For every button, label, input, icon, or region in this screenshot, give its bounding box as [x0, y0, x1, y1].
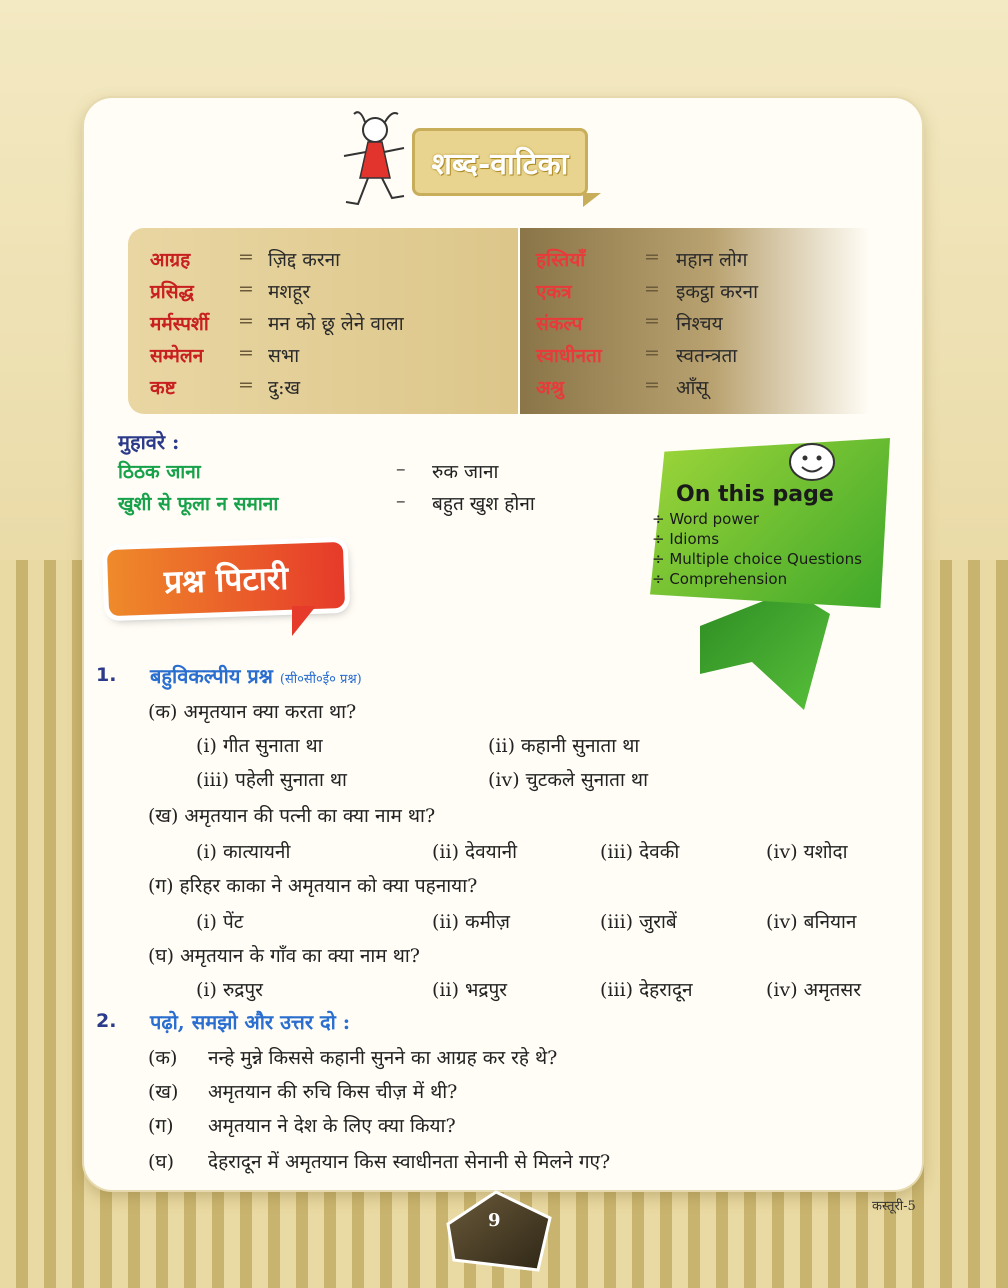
- page-number-shape: [446, 1190, 556, 1274]
- vocab-meaning: इकट्ठा करना: [676, 281, 759, 303]
- idioms-heading: मुहावरे :: [118, 430, 180, 454]
- question-number: 2.: [96, 1010, 117, 1032]
- vocab-term: सम्मेलन: [150, 345, 204, 367]
- question-heading: [150, 662, 362, 689]
- vocab-meaning: स्वतन्त्रता: [676, 345, 738, 367]
- vocab-meaning: आँसू: [676, 377, 709, 399]
- idiom-meaning: रुक जाना: [432, 461, 499, 483]
- option: (iv) यशोदा: [766, 841, 848, 863]
- idiom-dash: –: [396, 458, 406, 480]
- vocab-meaning: दु:ख: [268, 377, 301, 399]
- option: (iii) देहरादून: [600, 979, 693, 1001]
- vocab-meaning: निश्चय: [676, 313, 723, 335]
- idiom-meaning: बहुत खुश होना: [432, 493, 535, 515]
- question-number: 1.: [96, 664, 117, 686]
- vocab-term: स्वाधीनता: [536, 345, 602, 367]
- option: (ii) देवयानी: [432, 841, 518, 863]
- question-item-label: (ग): [148, 1115, 174, 1137]
- vocab-equals: =: [644, 246, 660, 268]
- prashn-pitari-tail: [292, 606, 316, 636]
- on-this-page-item: ÷ Multiple choice Questions: [652, 550, 862, 568]
- question-item-label: (घ): [148, 1151, 175, 1173]
- question-part: (ख) अमृतयान की पत्नी का क्या नाम था?: [148, 805, 436, 827]
- on-this-page-item: ÷ Word power: [652, 510, 760, 528]
- question-heading-sub: (सी०सी०ई० प्रश्न): [279, 672, 362, 687]
- vocab-equals: =: [238, 246, 254, 268]
- vocab-equals: =: [644, 342, 660, 364]
- question-heading: पढ़ो, समझो और उत्तर दो :: [150, 1010, 351, 1034]
- question-item-text: अमृतयान की रुचि किस चीज़ में थी?: [208, 1081, 458, 1103]
- option: (iv) चुटकले सुनाता था: [488, 769, 648, 791]
- option: (i) रुद्रपुर: [196, 979, 263, 1001]
- vocab-meaning: ज़िद्द करना: [268, 249, 341, 271]
- vocab-equals: =: [644, 374, 660, 396]
- option: (iv) बनियान: [766, 911, 857, 933]
- on-this-page-item: ÷ Idioms: [652, 530, 720, 548]
- option: (ii) कमीज़: [432, 911, 510, 933]
- vocab-meaning: मशहूर: [268, 281, 311, 303]
- option: (i) कात्यायनी: [196, 841, 291, 863]
- question-item-text: नन्हे मुन्ने किससे कहानी सुनने का आग्रह कर रहे थे?: [208, 1047, 558, 1069]
- vocab-term: हस्तियाँ: [536, 249, 586, 271]
- vocab-meaning: सभा: [268, 345, 300, 367]
- title-badge: शब्द-वाटिका: [412, 128, 588, 196]
- smiley-face-icon: [784, 440, 840, 484]
- vocab-meaning: महान लोग: [676, 249, 748, 271]
- vocab-equals: =: [238, 310, 254, 332]
- question-item-label: (ख): [148, 1081, 179, 1103]
- book-label: कस्तूरी-5: [872, 1199, 916, 1214]
- option: (i) गीत सुनाता था: [196, 735, 323, 757]
- vocab-equals: =: [238, 374, 254, 396]
- vocab-equals: =: [644, 278, 660, 300]
- option: (iii) देवकी: [600, 841, 680, 863]
- idiom-term: ठिठक जाना: [118, 461, 201, 483]
- question-part: (ग) हरिहर काका ने अमृतयान को क्या पहनाया?: [148, 875, 478, 897]
- question-item-text: अमृतयान ने देश के लिए क्या किया?: [208, 1115, 456, 1137]
- vocab-equals: =: [238, 342, 254, 364]
- prashn-pitari-badge: प्रश्न पिटारी: [107, 542, 345, 616]
- vocab-term: एकत्र: [536, 281, 572, 303]
- vocab-term: संकल्प: [536, 313, 583, 335]
- idiom-dash: –: [396, 490, 406, 512]
- option: (i) पेंट: [196, 911, 244, 933]
- vocab-equals: =: [238, 278, 254, 300]
- option: (ii) कहानी सुनाता था: [488, 735, 640, 757]
- option: (ii) भद्रपुर: [432, 979, 508, 1001]
- vocab-term: प्रसिद्ध: [150, 281, 194, 303]
- idiom-term: खुशी से फूला न समाना: [118, 493, 279, 515]
- page-number: 9: [488, 1210, 501, 1231]
- vocab-meaning: मन को छू लेने वाला: [268, 313, 404, 335]
- on-this-page-item: ÷ Comprehension: [652, 570, 788, 588]
- question-item-text: देहरादून में अमृतयान किस स्वाधीनता सेनानी से मिलने गए?: [208, 1151, 611, 1173]
- vocab-equals: =: [644, 310, 660, 332]
- question-part: (क) अमृतयान क्या करता था?: [148, 701, 357, 723]
- on-this-page-title: On this page: [676, 482, 834, 507]
- vocab-term: कष्ट: [150, 377, 176, 399]
- option: (iii) पहेली सुनाता था: [196, 769, 347, 791]
- question-item-label: (क): [148, 1047, 178, 1069]
- question-heading-text: बहुविकल्पीय प्रश्न: [150, 664, 273, 688]
- vocab-term: मर्मस्पर्शी: [150, 313, 209, 335]
- question-part: (घ) अमृतयान के गाँव का क्या नाम था?: [148, 945, 420, 967]
- option: (iv) अमृतसर: [766, 979, 861, 1001]
- vocab-term: आग्रह: [150, 249, 191, 271]
- option: (iii) जुराबें: [600, 911, 677, 933]
- vocab-term: अश्रु: [536, 377, 564, 399]
